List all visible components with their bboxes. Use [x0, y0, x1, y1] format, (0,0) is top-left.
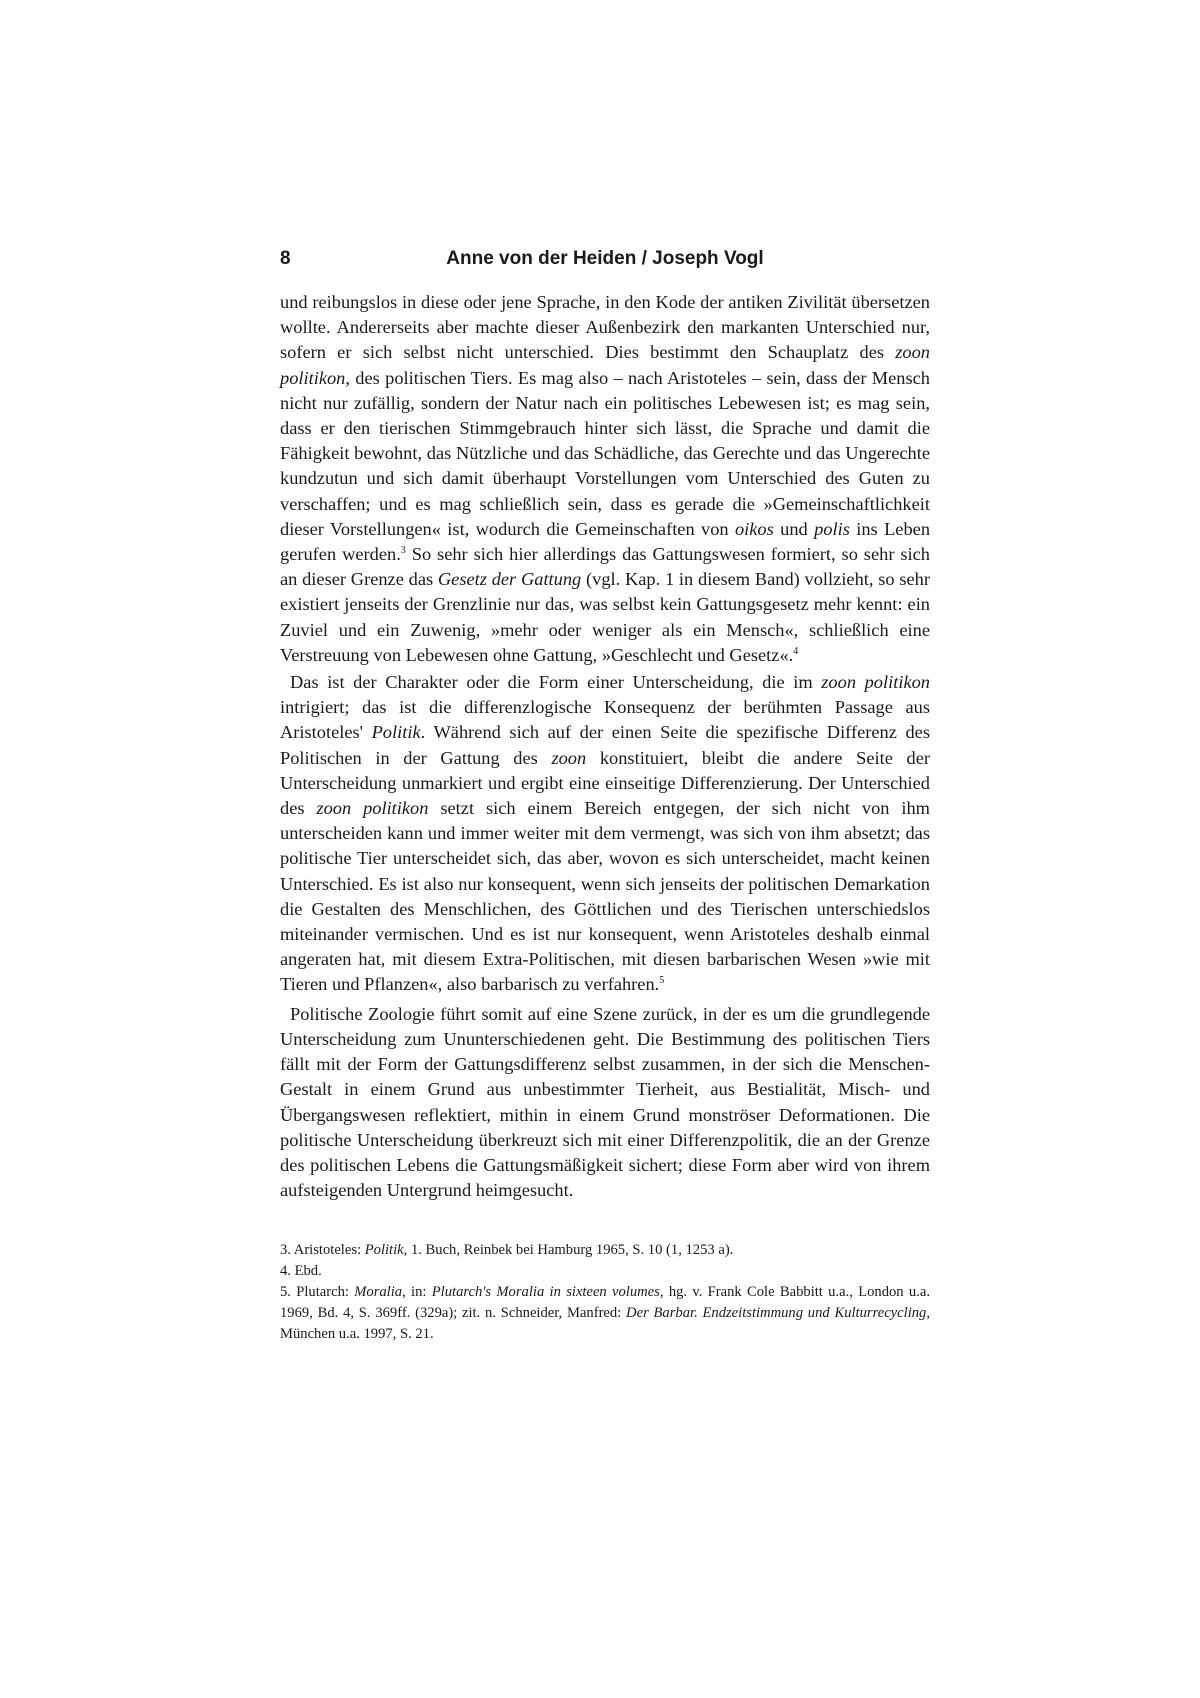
footnotes [280, 1240, 930, 1345]
text-run: setzt sich einem Bereich entgegen, der sich nicht von ihm unterscheiden kann und immer weiter mit dem vermengt, was sich von ihm absetzt; das politische Tier unterscheidet sich, das aber, wovon es sich unterscheidet, macht keinen Unterschied. Es ist also nur konsequent, wenn sich jenseits der politischen Demarkation die Gestalten des Menschlichen, des Göttlichen und des Tierischen unterschiedslos miteinander vermischen. Und es ist nur konsequent, wenn Aristoteles deshalb einmal angeraten hat, mit diesem Extra-Politischen, mit diesen barbarischen Wesen »wie mit Tieren und Pflanzen«, also barbarisch zu verfahren. [280, 798, 930, 995]
text-run: und reibungslos in diese oder jene Sprache, in den Kode der antiken Zivilität übersetzen wollte. Andererseits aber machte dieser Außenbezirk den markanten Unterschied nur, sofern er sich selbst nicht unterschied. Dies bestimmt den Schauplatz des [280, 292, 930, 363]
text-run: 5. Plutarch: [280, 1284, 355, 1301]
italic-text: zoon politikon [280, 342, 930, 388]
page-number: 8 [280, 248, 291, 269]
body-text [280, 290, 930, 1203]
book-page [280, 248, 930, 1345]
italic-text: Politik [364, 1242, 404, 1259]
italic-text: zoon [551, 747, 587, 768]
text-run: , des politischen Tiers. Es mag also – nach Aristoteles – sein, dass der Mensch nicht nur zufällig, sondern der Natur nach ein politisches Lebewesen ist; es mag sein, dass er den tierischen Stimmgebrauch hinter sich lässt, die Sprache und damit die Fähigkeit bewohnt, das Nützliche und das Schädliche, das Gerechte und das Ungerechte kundzutun und sich damit überhaupt Vorstellungen vom Unterschied des Guten zu verschaffen; und es mag schließlich sein, dass es gerade die »Gemeinschaftlichkeit dieser Vorstellungen« ist, wodurch die Gemeinschaften von [280, 367, 930, 539]
running-title: Anne von der Heiden / Joseph Vogl [446, 248, 764, 269]
paragraph [280, 290, 930, 668]
text-run: , hg. v. Frank Cole Babbitt u.a., London u.a. 1969, Bd. 4, S. 369ff. (329a); zit. n. Schneider, Manfred: [280, 1284, 930, 1322]
italic-text: zoon politikon [316, 798, 429, 819]
italic-text: Der Barbar. Endzeitstimmung und Kulturrecycling [626, 1305, 927, 1322]
italic-text: oikos [734, 518, 774, 539]
paragraph [280, 1002, 930, 1204]
footnote-ref: 5 [659, 975, 665, 987]
text-run: So sehr sich hier allerdings das Gattungswesen formiert, so sehr sich an dieser Grenze das [280, 544, 930, 590]
footnote [280, 1282, 930, 1345]
italic-text: Politik [371, 722, 421, 743]
text-run: ins Leben gerufen werden. [280, 518, 931, 565]
italic-text: zoon politikon [821, 672, 930, 693]
italic-text: Moralia [354, 1284, 403, 1301]
paragraph [280, 670, 930, 998]
text-run: , 1. Buch, Reinbek bei Hamburg 1965, S. 10 (1, 1253 a). [403, 1242, 734, 1259]
text-run: intrigiert; das ist die differenzlogische Konsequenz der berühmten Passage aus Aristoteles' [280, 697, 930, 743]
text-run: . Während sich auf der einen Seite die spezifische Differenz des Politischen in der Gattung des [280, 722, 930, 768]
text-run: 4. Ebd. [280, 1263, 322, 1280]
footnote [280, 1240, 930, 1261]
text-run: Politische Zoologie führt somit auf eine Szene zurück, in der es um die grundlegende Unterscheidung zum Ununterschiedenen geht. Die Bestimmung des politischen Tiers fällt mit der Form der Gattungsdifferenz selbst zusammen, in der sich die Menschen-Gestalt in einem Grund aus unbestimmter Tierheit, aus Bestialität, Misch- und Übergangswesen reflektiert, mithin in einem Grund monströser Deformationen. Die politische Unterscheidung überkreuzt sich mit einer Differenzpolitik, die an der Grenze des politischen Lebens die Gattungsmäßigkeit sichert; diese Form aber wird von ihrem aufsteigenden Untergrund heimgesucht. [280, 1003, 930, 1201]
footnote [280, 1261, 930, 1282]
text-run: , in: [402, 1284, 432, 1301]
text-run: 3. Aristoteles: [280, 1242, 365, 1259]
text-run: Das ist der Charakter oder die Form einer Unterscheidung, die im [290, 672, 822, 693]
italic-text: Gesetz der Gattung [437, 569, 582, 590]
page-header [280, 248, 930, 274]
italic-text: polis [814, 518, 850, 539]
footnote-ref: 3 [400, 544, 406, 556]
text-run: konstituiert, bleibt die andere Seite der Unterscheidung unmarkiert und ergibt eine einseitige Differenzierung. Der Unterschied des [280, 747, 930, 819]
text-run: und [773, 518, 815, 539]
text-run: , München u.a. 1997, S. 21. [280, 1305, 930, 1343]
text-run: (vgl. Kap. 1 in diesem Band) vollzieht, so sehr existiert jenseits der Grenzlinie nur das, was selbst kein Gattungsgesetz mehr kennt: ein Zuviel und ein Zuwenig, »mehr oder weniger als ein Mensch«, schließlich eine Verstreuung von Lebewesen ohne Gattung, »Geschlecht und Gesetz«. [280, 569, 930, 665]
footnote-ref: 4 [793, 645, 799, 657]
italic-text: Plutarch's Moralia in sixteen volumes [431, 1284, 660, 1301]
